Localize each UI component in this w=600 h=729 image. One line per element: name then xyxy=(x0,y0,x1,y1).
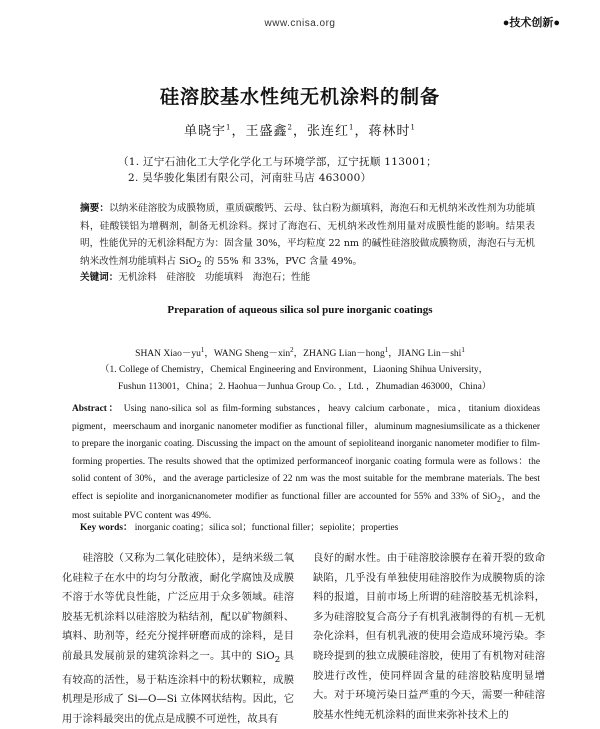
en-author-sup: 1 xyxy=(461,345,465,354)
abstract-en-label: Abstract： xyxy=(72,404,120,414)
author-sep: ， xyxy=(231,124,246,139)
keywords-cn xyxy=(80,269,310,283)
subscript: 2 xyxy=(196,259,202,269)
abstract-cn-text: 以纳米硅溶胶为成膜物质，重质碳酸钙、云母、钛白粉为颜填料，海泡石和无机纳米改性剂为功能填料，硅酸镁铝为增稠剂，制备无机涂料。探讨了海泡石、无机纳米改性剂用量对成膜性能的影响。结果表明，性能优异的无机涂料配方为：固含量 30%，平均粒度 22 nm 的碱性硅溶胶做成膜物质，海泡石与无机纳米改性剂功能填料占 SiO xyxy=(80,203,536,267)
author-sup: 1 xyxy=(410,123,416,132)
english-author-line xyxy=(0,345,600,359)
author-name: 单晓宇 xyxy=(184,124,227,139)
affiliation-line-1: （1. 辽宁石油化工大学化学化工与环境学部，辽宁抚顺 113001； xyxy=(118,156,437,168)
en-author-sep: ， xyxy=(204,349,214,359)
en-author-name: JIANG Lin－shi xyxy=(397,349,462,359)
keywords-cn-text: 无机涂料 硅溶胶 功能填料 海泡石；性能 xyxy=(118,272,311,283)
column-label: ●技术创新● xyxy=(502,17,560,29)
author-sep: ， xyxy=(292,124,307,139)
english-title: Preparation of aqueous silica sol pure inorganic coatings xyxy=(167,304,433,316)
en-author-sep: ， xyxy=(293,349,304,359)
author-line xyxy=(0,120,600,139)
english-affiliation-line-1: （1. College of Chemistry，Chemical Engineering and Environment，Liaoning Shihua University， xyxy=(100,365,489,375)
paper-title: 硅溶胶基水性纯无机涂料的制备 xyxy=(159,86,440,108)
author-sep: ， xyxy=(354,124,369,139)
affiliation-line-2: 2. 昊华骏化集团有限公司，河南驻马店 463000） xyxy=(128,172,372,184)
en-author-sep: ， xyxy=(388,349,398,359)
body-left-text: 硅溶胶（又称为二氧化硅胶体），是纳米级二氧化硅粒子在水中的均匀分散液，耐化学腐蚀及成膜不溶于水等优良性能，广泛应用于众多领域。硅溶胶基无机涂料以硅溶胶为粘结剂，配以矿物颜料、填料、助剂等，经充分搅拌研磨而成的涂料，是目前最具发展前景的建筑涂料之一。其中的 SiO xyxy=(62,552,294,662)
author-name: 张连红 xyxy=(307,124,350,139)
abstract-cn-text-end: 的 55% 和 33%，PVC 含量 49%。 xyxy=(201,255,363,267)
en-author-name: WANG Sheng－xin xyxy=(213,349,291,359)
english-affiliation-line-2: Fushun 113001，China；2. Haohua－Junhua Group Co. ，Ltd. ，Zhumadian 463000，China） xyxy=(118,382,492,392)
en-author-name: ZHANG Lian－hong xyxy=(303,349,385,359)
keywords-en-text: inorganic coating；silica sol；functional filler；sepiolite；properties xyxy=(134,523,399,533)
keywords-en-label: Key words： xyxy=(80,523,133,533)
subscript: 2 xyxy=(274,655,281,666)
en-author-sup: 1 xyxy=(384,345,389,354)
abstract-cn xyxy=(80,200,535,273)
body-column-left xyxy=(62,549,294,729)
header-url: www.cnisa.org xyxy=(264,18,336,29)
en-author-name: SHAN Xiao－yu xyxy=(135,349,201,359)
subscript: 2 xyxy=(496,494,501,504)
author-name: 蒋林时 xyxy=(368,124,411,139)
body-left-text-end: 具有较高的活性，易于粘连涂料中的粉状颗粒，成膜机理是形成了 Si—O—Si 立体网状结构。因此，它用于涂料最突出的优点是成膜不可逆性，故具有 xyxy=(62,649,295,725)
abstract-en xyxy=(72,401,540,525)
abstract-en-text-end: ，and the most suitable PVC content was 49%. xyxy=(72,491,540,521)
en-author-sup: 1 xyxy=(200,345,205,354)
keywords-cn-label: 关键词： xyxy=(80,272,119,283)
author-sup: 1 xyxy=(349,123,355,132)
abstract-en-text: Using nano-silica sol as film-forming substances，heavy calcium carbonate，mica，titanium dioxideas pigment，meerschaum and inorganic nanometer modifier as functional filler，aluminum magnesiumsilicate as a thickener to prepare the inorganic coating. Discussing the impact on the amount of sepioliteand inorganic nanometer modifier to film-forming properties. The results showed that the optimized performanceof inorganic coating formula were as follows：the solid content of 30%，and the average particlesize of 22 nm was the most suitable for the membrane materials. The best effect is sepiolite and inorganicnanometer modifier as functional filler are accounted for 55% and 33% of SiO xyxy=(72,404,541,502)
en-author-sup: 2 xyxy=(290,345,294,354)
body-column-right: 良好的耐水性。由于硅溶胶涂膜存在着开裂的致命缺陷，几乎没有单独使用硅溶胶作为成膜物质的涂料的报道，目前市场上所谓的硅溶胶基无机涂料，多为硅溶胶复合高分子有机乳液制得的有机－无机杂化涂料，但有机乳液的使用会造成环境污染。李晓玲提到的独立成膜硅溶胶，使用了有机物对硅溶胶进行改性，使同样固含量的硅溶胶粘度明显增大。对于环境污染日益严重的今天，需要一种硅溶胶基水性纯无机涂料的面世来弥补技术上的 xyxy=(313,552,545,721)
author-sup: 2 xyxy=(287,123,293,132)
author-sup: 1 xyxy=(226,123,232,132)
author-name: 王盛鑫 xyxy=(245,124,288,139)
abstract-cn-label: 摘要： xyxy=(80,203,110,214)
keywords-en xyxy=(80,519,398,533)
